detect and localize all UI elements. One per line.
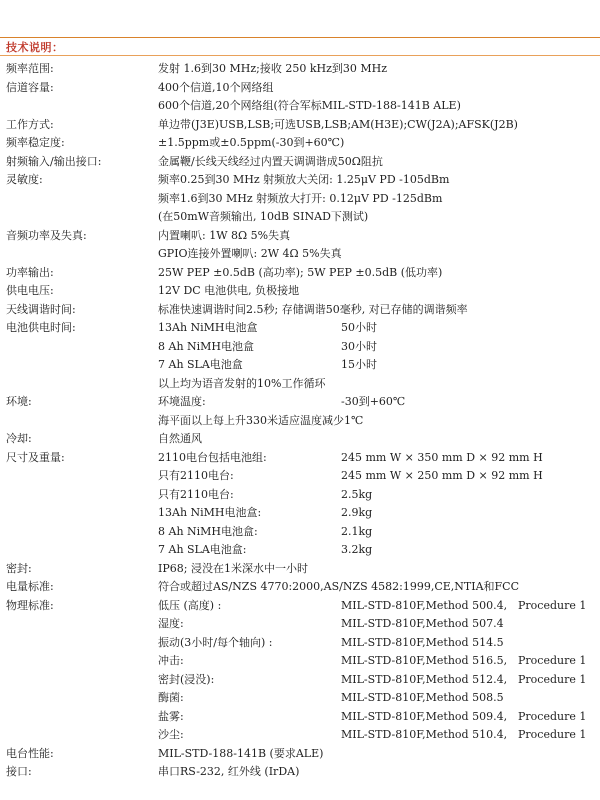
spec-value xyxy=(158,560,596,579)
spec-label: 信道容量: xyxy=(6,80,54,94)
spec-value xyxy=(158,523,596,542)
spec-value-col-1: 盐雾: xyxy=(158,709,184,723)
spec-value xyxy=(158,190,596,209)
spec-label: 射频输入/输出接口: xyxy=(6,154,102,168)
spec-label: 电量标准: xyxy=(6,580,54,593)
spec-label: 频率范围: xyxy=(6,62,54,75)
spec-row xyxy=(6,60,596,79)
spec-row xyxy=(6,79,596,98)
spec-value xyxy=(158,116,596,135)
spec-label xyxy=(6,190,158,209)
spec-value-col-1: GPIO连接外置喇叭: 2W 4Ω 5%失真 xyxy=(158,247,342,260)
spec-value-col-2: MIL-STD-810F,Method 514.5 xyxy=(341,635,504,649)
spec-value-col-1: 只有2110电台: xyxy=(158,469,234,482)
spec-row xyxy=(6,319,596,338)
top-divider xyxy=(0,37,600,38)
spec-value-col-2: 245 mm W × 250 mm D × 92 mm H xyxy=(341,469,543,482)
spec-value-col-1: 金属鞭/长线天线经过内置天调调谐成50Ω阻抗 xyxy=(158,154,383,168)
spec-label xyxy=(6,726,158,745)
spec-row xyxy=(6,245,596,264)
spec-row xyxy=(6,171,596,190)
spec-value-col-3: Procedure 1 xyxy=(518,598,587,612)
spec-value xyxy=(158,319,596,338)
spec-value-col-1: 600个信道,20个网络组(符合军标MIL-STD-188-141B ALE) xyxy=(158,99,461,112)
spec-value-col-3: Procedure 1 xyxy=(518,709,587,723)
spec-label: 电台性能: xyxy=(6,746,54,760)
spec-value-col-1: MIL-STD-188-141B (要求ALE) xyxy=(158,746,324,760)
spec-label: 密封: xyxy=(6,561,32,575)
spec-row xyxy=(6,301,596,320)
spec-value xyxy=(158,504,596,523)
spec-value-col-2: MIL-STD-810F,Method 500.4, xyxy=(341,598,508,612)
spec-row xyxy=(6,634,596,653)
spec-value-col-1: 冲击: xyxy=(158,654,184,667)
spec-value xyxy=(158,208,596,227)
spec-row xyxy=(6,763,596,782)
spec-table xyxy=(6,60,596,782)
spec-value xyxy=(158,449,596,468)
spec-value-col-1: 环境温度: xyxy=(158,395,206,408)
spec-value xyxy=(158,615,596,634)
spec-row xyxy=(6,116,596,135)
spec-value-col-1: 低压 (高度) : xyxy=(158,598,222,612)
spec-row xyxy=(6,486,596,505)
spec-row xyxy=(6,190,596,209)
spec-row xyxy=(6,671,596,690)
spec-value xyxy=(158,97,596,116)
spec-label xyxy=(6,504,158,523)
spec-value xyxy=(158,134,596,153)
spec-label: 供电电压: xyxy=(6,284,54,297)
spec-label xyxy=(6,671,158,690)
spec-value xyxy=(158,264,596,283)
spec-row xyxy=(6,356,596,375)
spec-row xyxy=(6,467,596,486)
spec-value xyxy=(158,671,596,690)
spec-value xyxy=(158,301,596,320)
spec-value-col-2: 2.5kg xyxy=(341,487,373,501)
spec-value xyxy=(158,726,596,745)
spec-row xyxy=(6,615,596,634)
spec-row xyxy=(6,338,596,357)
spec-value-col-1: 频率0.25到30 MHz 射频放大关闭: 1.25μV PD -105dBm xyxy=(158,173,450,186)
spec-row xyxy=(6,449,596,468)
spec-value xyxy=(158,486,596,505)
spec-value-col-1: 标准快速调谐时间2.5秒; 存储调谐50毫秒, 对已存储的调谐频率 xyxy=(158,302,468,316)
spec-value-col-1: 12V DC 电池供电, 负极接地 xyxy=(158,284,300,297)
spec-label xyxy=(6,97,158,116)
spec-value xyxy=(158,153,596,172)
spec-value xyxy=(158,763,596,782)
spec-value xyxy=(158,708,596,727)
spec-value-col-1: 8 Ah NiMH电池盒 xyxy=(158,339,255,353)
spec-row xyxy=(6,412,596,431)
spec-value-col-1: 7 Ah SLA电池盒 xyxy=(158,358,243,371)
spec-label xyxy=(6,634,158,653)
spec-value-col-2: 245 mm W × 350 mm D × 92 mm H xyxy=(341,450,543,464)
spec-value xyxy=(158,79,596,98)
spec-value xyxy=(158,282,596,301)
spec-value-col-1: 内置喇叭: 1W 8Ω 5%失真 xyxy=(158,228,291,242)
spec-value-col-1: 串口RS-232, 红外线 (IrDA) xyxy=(158,765,300,778)
spec-row xyxy=(6,523,596,542)
spec-value-col-1: ±1.5ppm或±0.5ppm(-30到+60℃) xyxy=(158,136,345,149)
spec-value-col-1: 25W PEP ±0.5dB (高功率); 5W PEP ±0.5dB (低功率) xyxy=(158,265,443,279)
spec-row xyxy=(6,560,596,579)
spec-value-col-1: 湿度: xyxy=(158,617,184,630)
spec-value xyxy=(158,171,596,190)
spec-label: 冷却: xyxy=(6,432,32,445)
spec-value-col-1: 酶菌: xyxy=(158,691,184,704)
spec-value-col-1: 13Ah NiMH电池盒 xyxy=(158,321,258,334)
spec-value xyxy=(158,412,596,431)
spec-value-col-2: 50小时 xyxy=(341,321,377,334)
title-divider xyxy=(0,55,600,56)
spec-row xyxy=(6,726,596,745)
spec-label xyxy=(6,541,158,560)
spec-label: 音频功率及失真: xyxy=(6,228,87,242)
spec-row xyxy=(6,578,596,597)
spec-value xyxy=(158,430,596,449)
spec-row xyxy=(6,375,596,394)
spec-row xyxy=(6,708,596,727)
spec-label xyxy=(6,245,158,264)
spec-value-col-1: 密封(浸没): xyxy=(158,672,215,686)
spec-value-col-1: 自然通风 xyxy=(158,432,202,445)
spec-row xyxy=(6,597,596,616)
spec-value xyxy=(158,689,596,708)
spec-value-col-1: IP68; 浸没在1米深水中一小时 xyxy=(158,561,308,575)
spec-value-col-1: (在50mW音频输出, 10dB SINAD下测试) xyxy=(158,210,369,223)
spec-value-col-3: Procedure 1 xyxy=(518,654,587,667)
spec-value-col-1: 只有2110电台: xyxy=(158,487,234,501)
spec-label xyxy=(6,652,158,671)
spec-label: 电池供电时间: xyxy=(6,321,76,334)
section-title: 技术说明： xyxy=(6,41,64,54)
spec-row xyxy=(6,745,596,764)
spec-label: 灵敏度: xyxy=(6,173,43,186)
spec-value-col-2: 15小时 xyxy=(341,358,377,371)
spec-value-col-1: 振动(3小时/每个轴向) : xyxy=(158,635,273,649)
spec-label xyxy=(6,375,158,394)
spec-row xyxy=(6,264,596,283)
spec-label xyxy=(6,708,158,727)
spec-label xyxy=(6,338,158,357)
spec-value-col-2: 2.1kg xyxy=(341,524,373,538)
spec-value-col-1: 以上均为语音发射的10%工作循环 xyxy=(158,376,326,390)
spec-label xyxy=(6,467,158,486)
spec-label xyxy=(6,689,158,708)
spec-value xyxy=(158,393,596,412)
spec-row xyxy=(6,652,596,671)
spec-label: 功率输出: xyxy=(6,265,54,279)
spec-value-col-2: 30小时 xyxy=(341,339,377,353)
spec-row xyxy=(6,393,596,412)
spec-value xyxy=(158,541,596,560)
spec-value-col-1: 符合或超过AS/NZS 4770:2000,AS/NZS 4582:1999,CE,NTIA和FCC xyxy=(158,580,520,593)
spec-label: 频率稳定度: xyxy=(6,136,65,149)
spec-value xyxy=(158,652,596,671)
spec-label: 接口: xyxy=(6,765,32,778)
spec-label: 物理标准: xyxy=(6,598,54,612)
spec-value xyxy=(158,338,596,357)
spec-value xyxy=(158,467,596,486)
spec-value-col-1: 13Ah NiMH电池盒: xyxy=(158,506,262,519)
spec-value-col-2: MIL-STD-810F,Method 510.4, xyxy=(341,728,508,741)
spec-label: 环境: xyxy=(6,395,32,408)
spec-row xyxy=(6,153,596,172)
spec-value-col-2: MIL-STD-810F,Method 508.5 xyxy=(341,691,504,704)
spec-value-col-1: 7 Ah SLA电池盒: xyxy=(158,543,247,556)
spec-row xyxy=(6,430,596,449)
spec-row xyxy=(6,689,596,708)
spec-row xyxy=(6,134,596,153)
spec-value-col-2: 3.2kg xyxy=(341,543,373,556)
spec-label: 工作方式: xyxy=(6,117,54,131)
spec-value xyxy=(158,745,596,764)
spec-value-col-1: 单边带(J3E)USB,LSB;可选USB,LSB;AM(H3E);CW(J2A);AFSK(J2B) xyxy=(158,117,518,131)
spec-label xyxy=(6,486,158,505)
spec-row xyxy=(6,97,596,116)
spec-value-col-2: MIL-STD-810F,Method 507.4 xyxy=(341,617,504,630)
spec-value-col-3: Procedure 1 xyxy=(518,672,587,686)
spec-label xyxy=(6,356,158,375)
spec-value-col-1: 发射 1.6到30 MHz;接收 250 kHz到30 MHz xyxy=(158,62,388,75)
spec-value xyxy=(158,227,596,246)
spec-value xyxy=(158,375,596,394)
spec-value-col-2: -30到+60℃ xyxy=(341,395,406,408)
spec-row xyxy=(6,504,596,523)
spec-value-col-1: 海平面以上每上升330米适应温度减少1℃ xyxy=(158,413,364,427)
spec-value-col-3: Procedure 1 xyxy=(518,728,587,741)
spec-row xyxy=(6,541,596,560)
spec-label xyxy=(6,412,158,431)
spec-value-col-1: 沙尘: xyxy=(158,728,184,741)
spec-row xyxy=(6,208,596,227)
spec-row xyxy=(6,282,596,301)
spec-value-col-2: MIL-STD-810F,Method 512.4, xyxy=(341,672,508,686)
spec-label: 天线调谐时间: xyxy=(6,302,76,316)
spec-value xyxy=(158,634,596,653)
spec-value-col-2: MIL-STD-810F,Method 516.5, xyxy=(341,654,508,667)
spec-value-col-1: 8 Ah NiMH电池盒: xyxy=(158,524,258,538)
spec-value-col-2: MIL-STD-810F,Method 509.4, xyxy=(341,709,508,723)
spec-value-col-1: 频率1.6到30 MHz 射频放大打开: 0.12μV PD -125dBm xyxy=(158,191,443,205)
spec-label xyxy=(6,208,158,227)
spec-value xyxy=(158,245,596,264)
spec-value xyxy=(158,60,596,79)
spec-value-col-1: 2110电台包括电池组: xyxy=(158,450,267,464)
spec-value-col-1: 400个信道,10个网络组 xyxy=(158,80,274,94)
spec-value xyxy=(158,597,596,616)
spec-label: 尺寸及重量: xyxy=(6,450,65,464)
spec-value xyxy=(158,578,596,597)
spec-row xyxy=(6,227,596,246)
spec-label xyxy=(6,523,158,542)
spec-label xyxy=(6,615,158,634)
spec-value xyxy=(158,356,596,375)
spec-value-col-2: 2.9kg xyxy=(341,506,373,519)
